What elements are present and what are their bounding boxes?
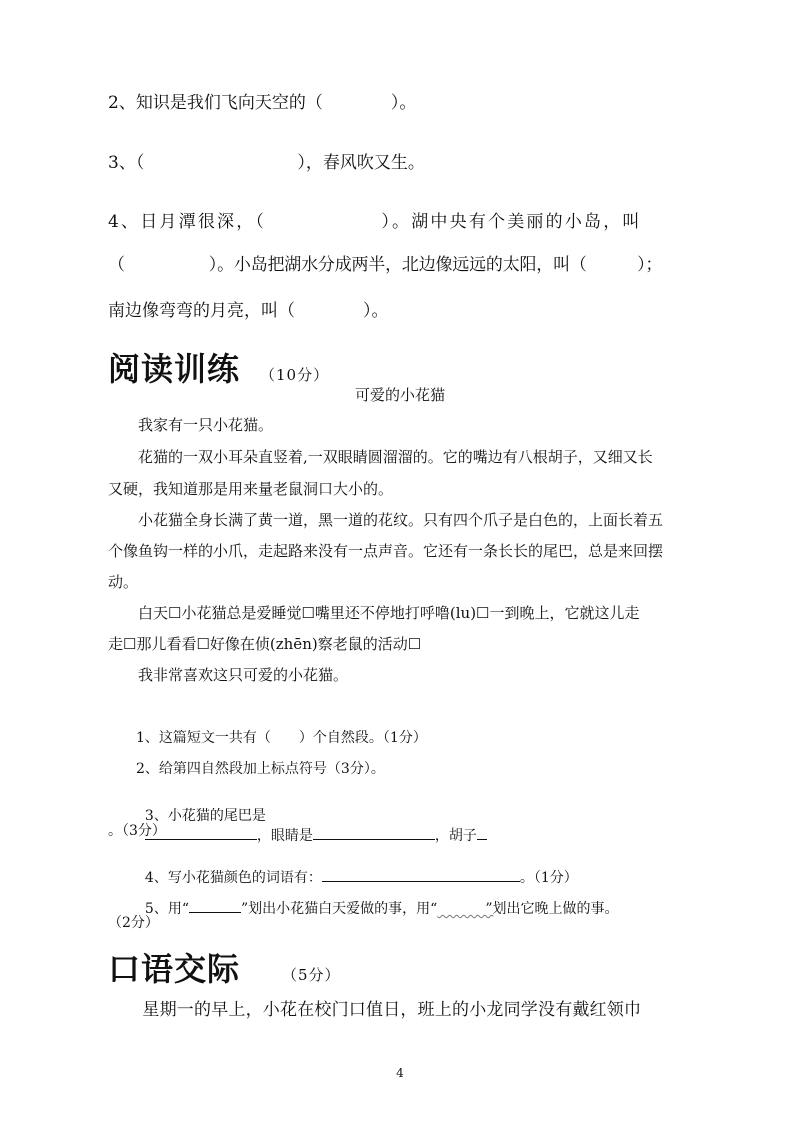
passage-line: 白天☐小花猫总是爱睡觉☐嘴里还不停地打呼噜(lu)☐一到晚上，它就这儿走 <box>108 604 640 622</box>
question-1: 1、这篇短文一共有（ ）个自然段。（1分） <box>136 730 427 746</box>
passage-line: 小花猫全身长满了黄一道，黑一道的花纹。只有四个爪子是白色的，上面长着五 <box>108 511 664 529</box>
answer-blank-eyes[interactable] <box>313 825 435 840</box>
passage-line: 走☐那儿看看☐好像在侦(zhēn)察老鼠的活动☐ <box>108 635 422 653</box>
q5-text-c: ”划出它晚上做的事。 <box>485 901 619 917</box>
q3-text-c: ，胡子 <box>434 828 477 844</box>
oral-heading <box>108 944 341 990</box>
straight-underline-sample <box>189 898 241 913</box>
fill-line-4-end: 南边像弯弯的月亮，叫（ ）。 <box>108 301 389 321</box>
q3-text-a: 3、小花猫的尾巴是 <box>144 808 266 824</box>
page-number: 4 <box>396 1066 404 1080</box>
q3-text-b: ，眼睛是 <box>256 828 313 844</box>
reading-heading-text: 阅读训练 <box>108 350 241 388</box>
passage-line: 又硬，我知道那是用来量老鼠洞口大小的。 <box>108 480 394 498</box>
fill-line-4-cont: （ ）。小岛把湖水分成两半，北边像远远的太阳，叫（ ）； <box>108 255 663 275</box>
oral-score: （5分） <box>282 966 341 984</box>
passage-line: 花猫的一双小耳朵直竖着,一双眼睛圆溜溜的。它的嘴边有八根胡子，又细又长 <box>108 448 653 466</box>
question-5 <box>136 882 618 918</box>
question-5-score: （2分） <box>108 915 159 931</box>
oral-heading-text: 口语交际 <box>108 950 241 988</box>
answer-blank-colors[interactable] <box>322 867 520 882</box>
question-2: 2、给第四自然段加上标点符号（3分）。 <box>136 761 385 777</box>
wavy-underline-sample <box>437 898 485 918</box>
fill-line-3: 3、（ ），春风吹又生。 <box>108 153 425 173</box>
answer-blank-whiskers[interactable] <box>477 825 487 840</box>
fill-line-4: 4、日月潭很深，（ ）。湖中央有个美丽的小岛，叫 <box>108 212 642 232</box>
q4-text-b: 。（1分） <box>519 870 578 886</box>
q5-text-b: ”划出小花猫白天爱做的事，用“ <box>240 901 438 917</box>
passage-line: 我家有一只小花猫。 <box>108 416 274 434</box>
passage-title: 可爱的小花猫 <box>354 386 445 404</box>
passage-line: 我非常喜欢这只可爱的小花猫。 <box>108 666 349 684</box>
passage-line: 个像鱼钩一样的小爪，走起路来没有一点声音。它还有一条长长的尾巴，总是来回摆 <box>108 542 664 560</box>
oral-paragraph: 星期一的早上，小花在校门口值日，班上的小龙同学没有戴红领巾 <box>108 1000 642 1020</box>
fill-line-2: 2、知识是我们飞向天空的（ ）。 <box>108 93 417 113</box>
q5-text-a: 5、用“ <box>144 901 189 917</box>
reading-score: （10分） <box>260 366 330 384</box>
question-3-score: 。（3分） <box>108 823 166 839</box>
passage-line: 动。 <box>108 573 139 591</box>
q4-text-a: 4、写小花猫颜色的词语有： <box>144 870 322 886</box>
question-3 <box>136 789 487 845</box>
